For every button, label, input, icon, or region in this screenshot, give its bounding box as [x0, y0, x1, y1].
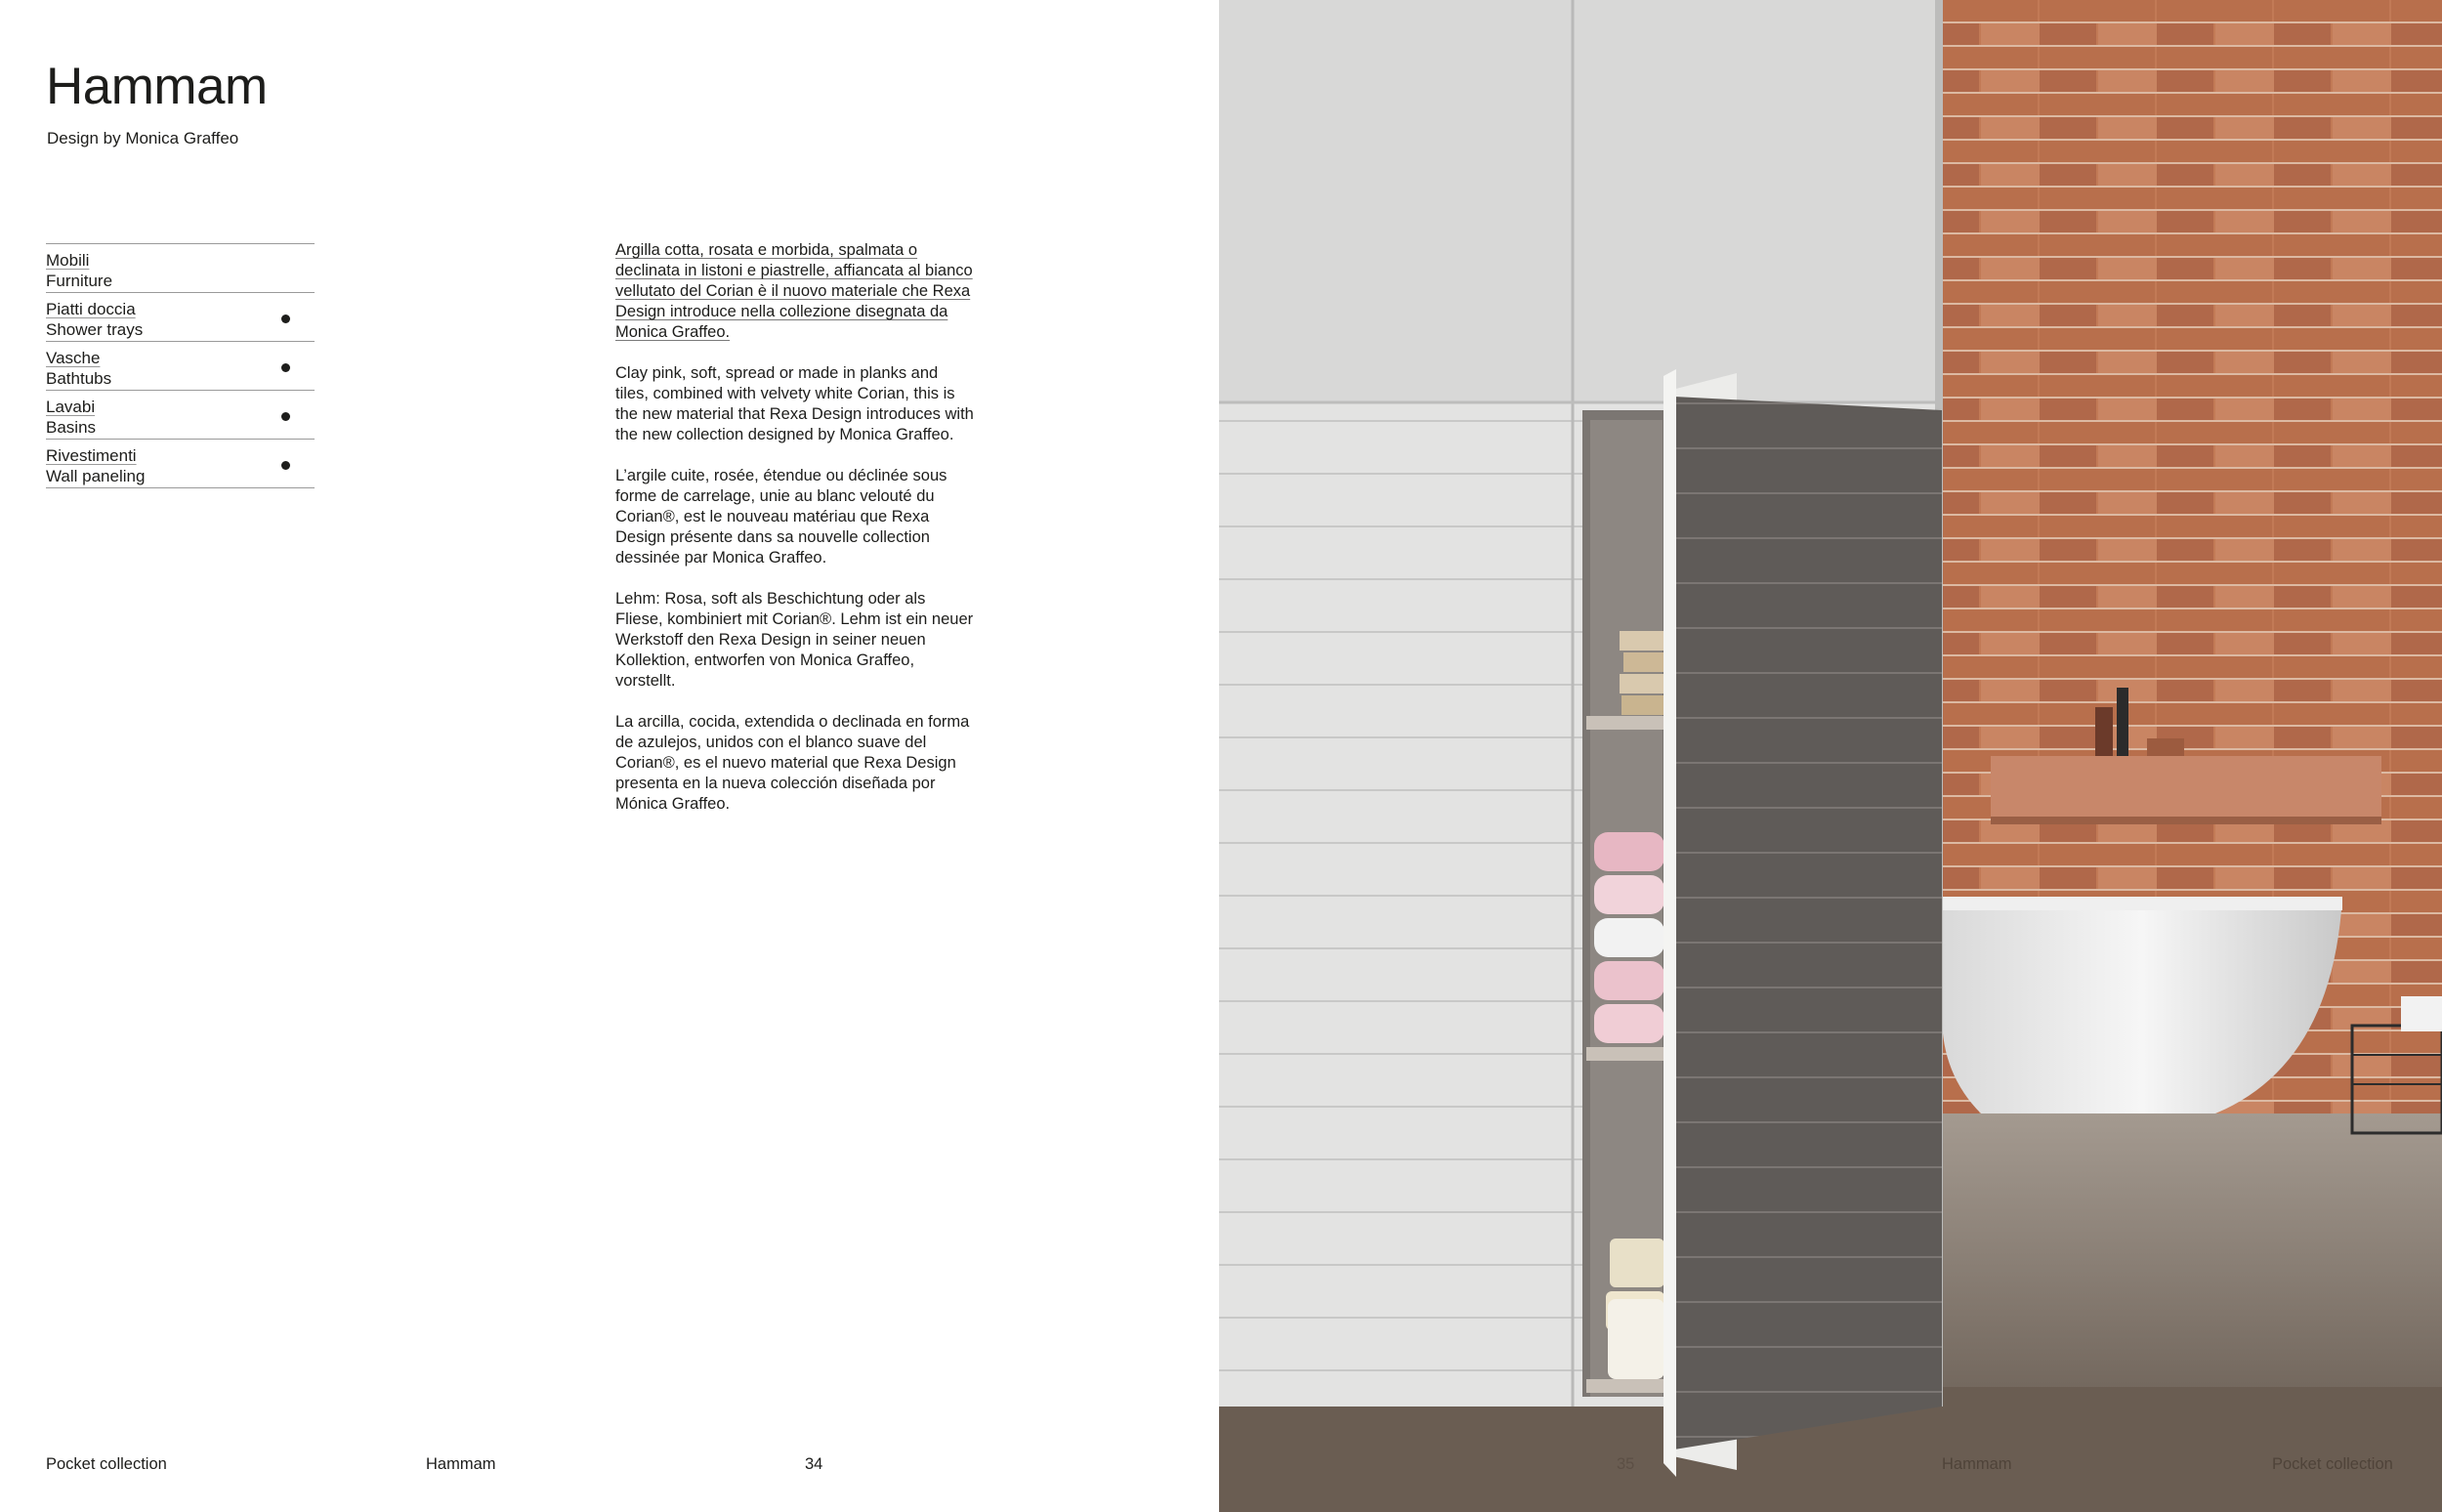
category-menu: [46, 243, 315, 488]
menu-item-basins[interactable]: [46, 391, 315, 440]
menu-item-label-it: Mobili: [46, 251, 90, 270]
menu-item-furniture[interactable]: [46, 244, 315, 293]
menu-item-label-it: Vasche: [46, 349, 101, 367]
page-number-left: 34: [805, 1455, 823, 1473]
footer-collection-right: Pocket collection: [2272, 1455, 2393, 1473]
footer-name-left: Hammam: [426, 1455, 496, 1473]
bathroom-cabinet-image: [1219, 0, 2442, 1512]
bullet-icon: [281, 412, 290, 421]
menu-item-label-en: Wall paneling: [46, 467, 146, 485]
menu-item-label-en: Basins: [46, 418, 97, 437]
menu-item-bathtubs[interactable]: [46, 342, 315, 391]
menu-item-label-en: Furniture: [46, 272, 113, 290]
menu-item-label-it: Rivestimenti: [46, 446, 137, 465]
page-title: Hammam: [46, 58, 268, 115]
menu-item-label-en: Shower trays: [46, 320, 144, 339]
menu-item-label-it: Lavabi: [46, 398, 96, 416]
footer-collection-left: Pocket collection: [46, 1455, 167, 1473]
menu-item-label-en: Bathtubs: [46, 369, 112, 388]
designer-credit: Design by Monica Graffeo: [47, 129, 239, 147]
bullet-icon: [281, 315, 290, 323]
bullet-icon: [281, 461, 290, 470]
left-page: [0, 0, 1219, 1512]
footer-name-right: Hammam: [1942, 1455, 2012, 1473]
menu-item-label-it: Piatti doccia: [46, 300, 136, 318]
description-spanish: La arcilla, cocida, extendida o declinada en forma de azulejos, unidos con el blanco suave del Corian®, es el nuevo material que Rexa Design presenta en la nueva colección diseñada por Mónica Graffeo.: [615, 713, 970, 813]
menu-item-wall-paneling[interactable]: [46, 440, 315, 488]
description-text: [615, 240, 975, 835]
product-photo: [1219, 0, 2442, 1512]
description-italian[interactable]: Argilla cotta, rosata e morbida, spalmata o declinata in listoni e piastrelle, affiancata al bianco vellutato del Corian è il nuovo materiale che Rexa Design introduce nella collezione disegnata da Monica Graffeo.: [615, 241, 973, 341]
page-number-right: 35: [1617, 1455, 1635, 1473]
description-french: L’argile cuite, rosée, étendue ou déclinée sous forme de carrelage, unie au blanc velouté du Corian®, est le nouveau matériau que Rexa Design présente dans sa nouvelle collection dessinée par Monica Graffeo.: [615, 467, 947, 567]
description-english: Clay pink, soft, spread or made in planks and tiles, combined with velvety white Corian, this is the new material that Rexa Design introduces with the new collection designed by Monica Graffeo.: [615, 364, 974, 443]
menu-item-shower-trays[interactable]: [46, 293, 315, 342]
description-german: Lehm: Rosa, soft als Beschichtung oder als Fliese, kombiniert mit Corian®. Lehm ist ein neuer Werkstoff den Rexa Design in seiner neuen Kollektion, entworfen von Monica Graffeo, vorstellt.: [615, 590, 974, 690]
bullet-icon: [281, 363, 290, 372]
